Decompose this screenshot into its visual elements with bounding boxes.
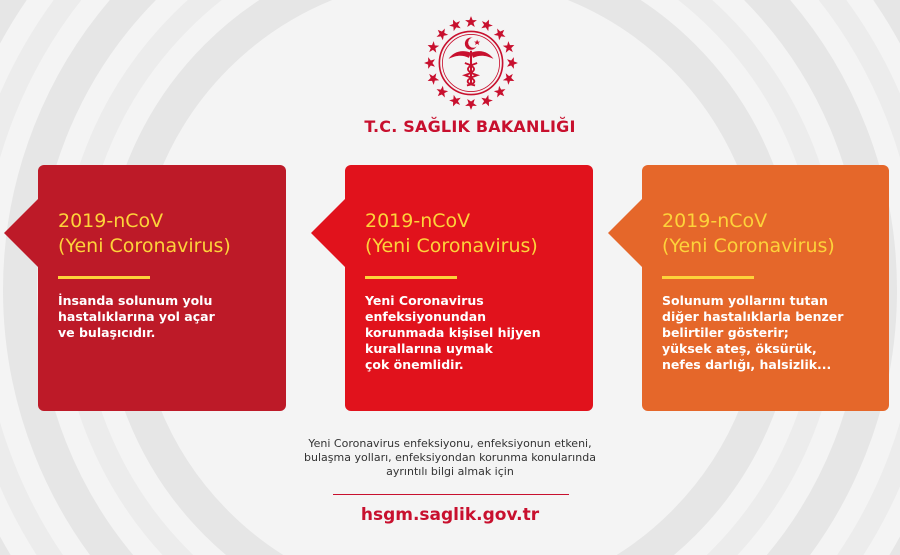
card-title: 2019-nCoV (Yeni Coronavirus) bbox=[365, 210, 538, 257]
info-card-3 bbox=[642, 165, 889, 411]
website-link[interactable]: hsgm.saglik.gov.tr bbox=[360, 505, 540, 525]
card-body: Yeni Coronavirus enfeksiyonundan korunmada kişisel hijyen kurallarına uymak çok önemlidir. bbox=[365, 293, 541, 372]
card-divider bbox=[662, 276, 754, 279]
card-divider bbox=[58, 276, 150, 279]
footer-divider bbox=[333, 494, 569, 495]
info-card-1 bbox=[38, 165, 286, 411]
card-body: Solunum yollarını tutan diğer hastalıklarla benzer belirtiler gösterir; yüksek ateş, öksürük, nefes darlığı, halsizlik... bbox=[662, 293, 844, 372]
info-text: Yeni Coronavirus enfeksiyonu, enfeksiyonun etkeni, bulaşma yolları, enfeksiyondan korunma konularında ayrıntılı bilgi almak için bbox=[304, 437, 596, 478]
card-title: 2019-nCoV (Yeni Coronavirus) bbox=[662, 210, 835, 257]
ministry-seal-logo bbox=[420, 12, 522, 114]
card-title: 2019-nCoV (Yeni Coronavirus) bbox=[58, 210, 231, 257]
ministry-title: T.C. SAĞLIK BAKANLIĞI bbox=[364, 117, 576, 136]
card-divider bbox=[365, 276, 457, 279]
info-card-2 bbox=[345, 165, 593, 411]
card-body: İnsanda solunum yolu hastalıklarına yol açar ve bulaşıcıdır. bbox=[58, 293, 215, 340]
